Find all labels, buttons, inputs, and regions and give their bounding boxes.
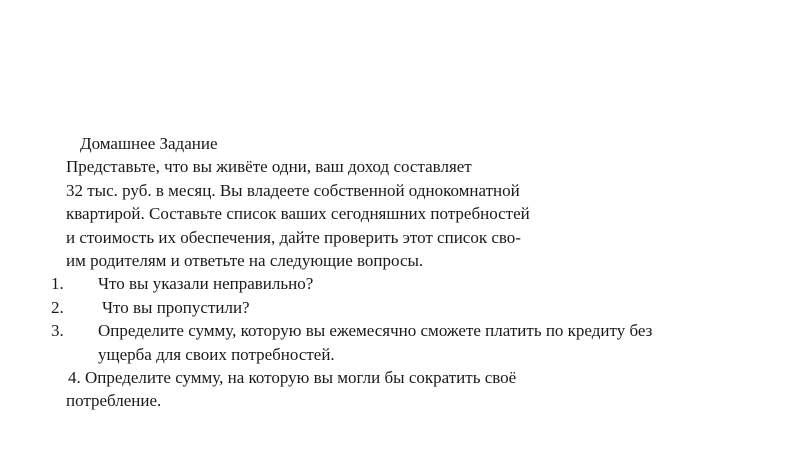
question-number: 1. xyxy=(51,274,64,294)
question-text: Что вы пропустили? xyxy=(102,297,250,317)
paragraph-line: и стоимость их обеспечения, дайте проверить этот список сво- xyxy=(66,227,521,247)
question-number: 3. xyxy=(51,321,64,341)
question-item xyxy=(51,319,766,342)
question-item xyxy=(51,272,766,295)
slide-title: Домашнее Задание xyxy=(80,134,218,153)
paragraph-line: квартирой. Составьте список ваших сегодняшних потребностей xyxy=(66,204,530,224)
paragraph-line: Представьте, что вы живёте одни, ваш доход составляет xyxy=(66,157,472,177)
homework-text-block xyxy=(51,132,766,413)
question-text: Что вы указали неправильно? xyxy=(98,274,314,294)
question-item xyxy=(51,296,766,319)
question-text-continuation: ущерба для своих потребностей. xyxy=(98,344,335,364)
question-text: Определите сумму, которую вы ежемесячно сможете платить по кредиту без xyxy=(98,321,653,341)
question-4-line: 4. Определите сумму, на которую вы могли бы сократить своё xyxy=(68,368,517,388)
paragraph-line: 32 тыс. руб. в месяц. Вы владеете собственной однокомнатной xyxy=(66,180,520,200)
question-4-line: потребление. xyxy=(66,391,162,411)
question-number: 2. xyxy=(51,297,64,317)
paragraph-line: им родителям и ответьте на следующие вопросы. xyxy=(66,251,424,271)
